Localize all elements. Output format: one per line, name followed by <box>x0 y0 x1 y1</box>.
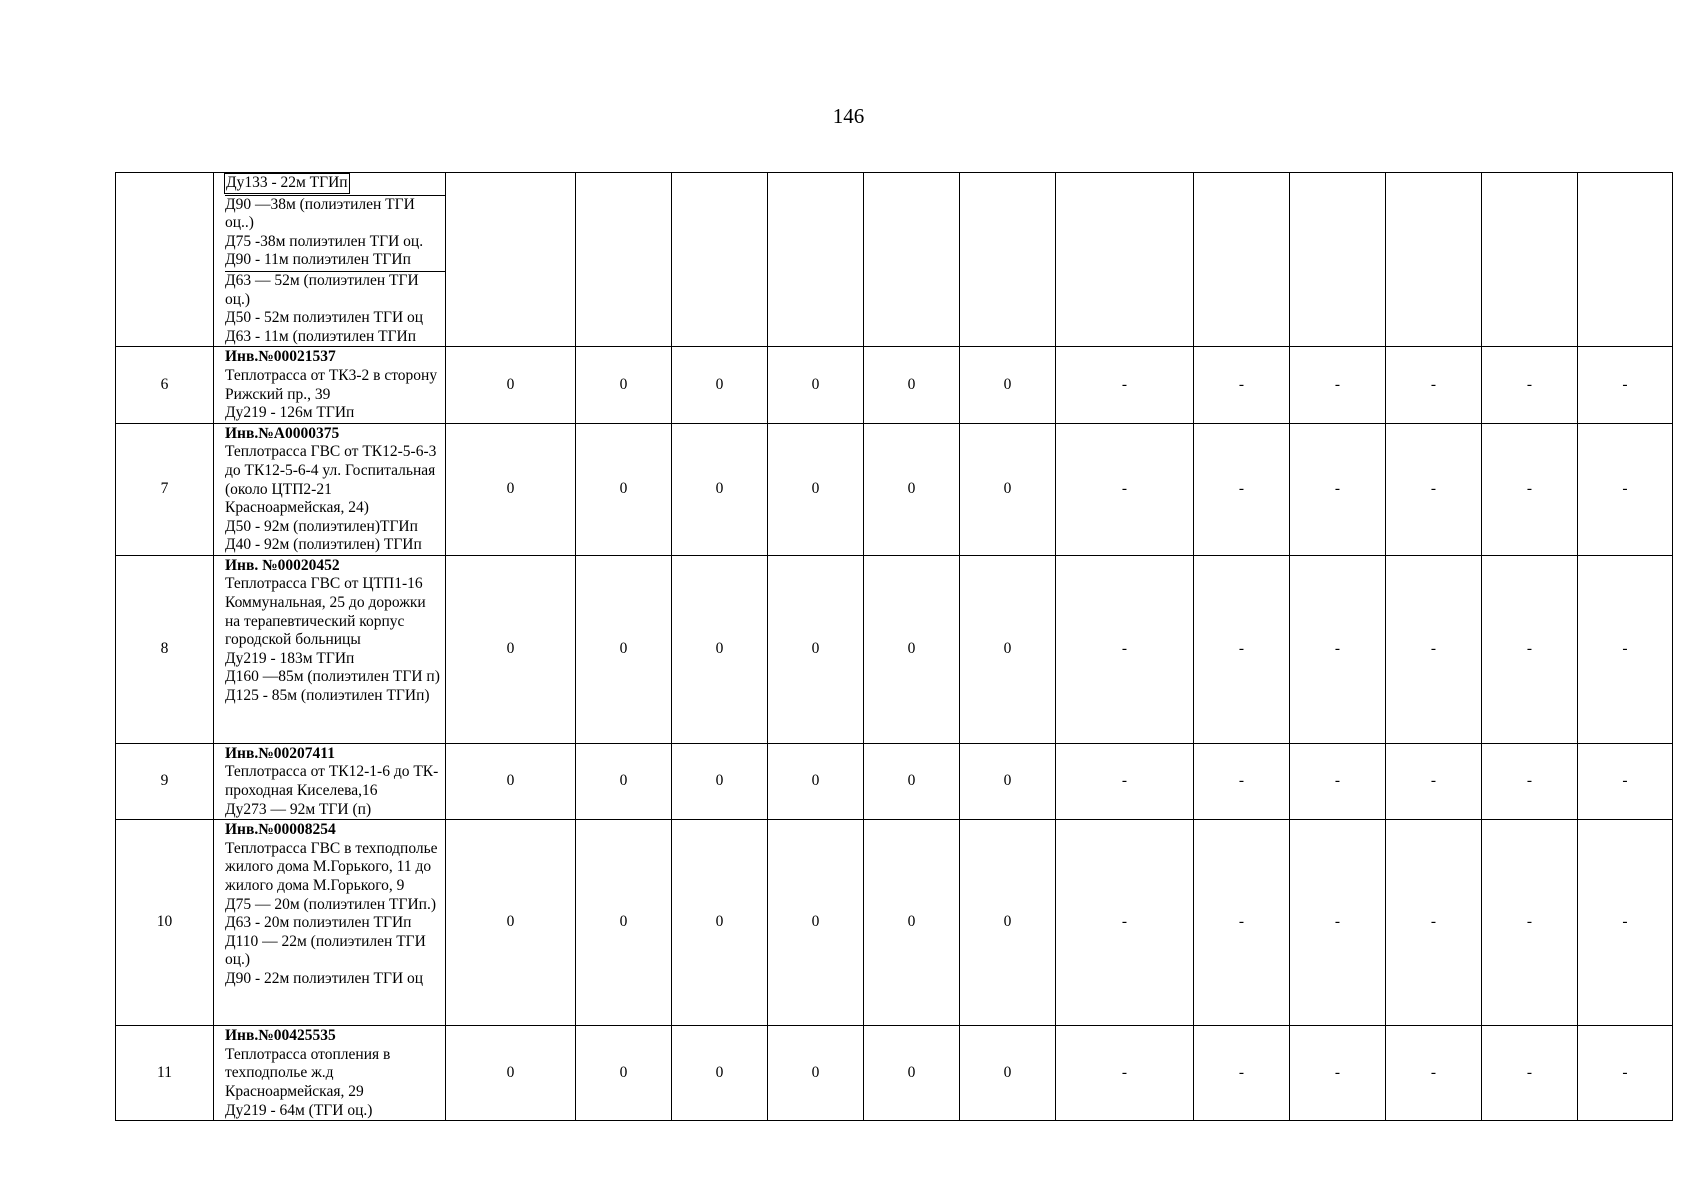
value-cell: - <box>1290 423 1386 555</box>
value-cell: - <box>1578 743 1673 819</box>
value-cell: - <box>1194 347 1290 423</box>
value-cell: 0 <box>768 743 864 819</box>
value-cell: 0 <box>576 423 672 555</box>
value-cell: 0 <box>576 555 672 743</box>
description-cell <box>214 173 446 347</box>
value-cell <box>1578 173 1673 347</box>
description-cell <box>214 1026 446 1121</box>
description-line: Д110 — 22м (полиэтилен ТГИ оц.) <box>225 932 426 969</box>
value-cell: 0 <box>672 1026 768 1121</box>
table-row <box>116 555 1673 743</box>
description-cell <box>214 423 446 555</box>
inventory-number: Инв.№00021537 <box>225 348 336 366</box>
value-cell <box>1194 173 1290 347</box>
value-cell: - <box>1578 555 1673 743</box>
value-cell: - <box>1386 555 1482 743</box>
value-cell: 0 <box>446 555 576 743</box>
description-line: Теплотрасса ГВС от ТК12-5-6-3 до ТК12-5-6-4 ул. Госпитальная (около ЦТП2-21 Красноармейская, 24) <box>225 443 437 517</box>
value-cell: 0 <box>672 743 768 819</box>
inventory-number: Инв.№00425535 <box>225 1027 336 1045</box>
value-cell: - <box>1482 423 1578 555</box>
value-cell: 0 <box>864 423 960 555</box>
table-row <box>116 743 1673 819</box>
value-cell <box>576 173 672 347</box>
value-cell: - <box>1290 555 1386 743</box>
row-number-cell: 9 <box>116 743 214 819</box>
value-cell <box>1056 173 1194 347</box>
pipe-segment-1 <box>225 173 445 196</box>
description-line: Д40 - 92м (полиэтилен) ТГИп <box>225 536 422 554</box>
value-cell: - <box>1056 347 1194 423</box>
value-cell: 0 <box>864 743 960 819</box>
pipe-segment-line: Ду133 - 22м ТГИп <box>224 173 350 194</box>
page-number: 146 <box>832 104 865 128</box>
description-line: Теплотрасса отопления в техподполье ж.д Красноармейская, 29 <box>225 1045 391 1101</box>
inventory-number: Инв.№00008254 <box>225 821 336 839</box>
value-cell: 0 <box>864 555 960 743</box>
row-number-cell: 7 <box>116 423 214 555</box>
pipe-segment-line: Д63 — 52м (полиэтилен ТГИ оц.) <box>225 271 419 308</box>
value-cell: 0 <box>864 347 960 423</box>
row-number-cell: 11 <box>116 1026 214 1121</box>
row-number-cell: 10 <box>116 820 214 1026</box>
table-row <box>116 1026 1673 1121</box>
row-number-cell: 6 <box>116 347 214 423</box>
row-number-cell: 8 <box>116 555 214 743</box>
value-cell: - <box>1578 1026 1673 1121</box>
description-line: Д125 - 85м (полиэтилен ТГИп) <box>225 687 430 705</box>
value-cell <box>1386 173 1482 347</box>
value-cell <box>672 173 768 347</box>
description-line: Теплотрасса ГВС в техподполье жилого дома М.Горького, 11 до жилого дома М.Горького, 9 <box>225 839 438 895</box>
value-cell: - <box>1056 423 1194 555</box>
value-cell: - <box>1578 423 1673 555</box>
heat-network-table <box>115 172 1673 1121</box>
value-cell: - <box>1194 820 1290 1026</box>
table-row <box>116 820 1673 1026</box>
value-cell: 0 <box>960 1026 1056 1121</box>
value-cell: - <box>1578 820 1673 1026</box>
value-cell: 0 <box>446 347 576 423</box>
value-cell: - <box>1194 743 1290 819</box>
description-line: Д90 - 22м полиэтилен ТГИ оц <box>225 970 424 987</box>
value-cell: 0 <box>768 555 864 743</box>
pipe-segment-line: Д90 —38м (полиэтилен ТГИ оц..) <box>225 195 415 232</box>
value-cell: 0 <box>576 820 672 1026</box>
description-line: Ду219 - 126м ТГИп <box>225 404 355 422</box>
table-row-continuation <box>116 173 1673 347</box>
value-cell: - <box>1194 1026 1290 1121</box>
value-cell <box>1482 173 1578 347</box>
value-cell: - <box>1290 347 1386 423</box>
value-cell: 0 <box>960 423 1056 555</box>
value-cell: - <box>1056 555 1194 743</box>
description-line: Д160 —85м (полиэтилен ТГИ п) <box>225 668 440 686</box>
value-cell: - <box>1056 820 1194 1026</box>
value-cell: 0 <box>864 820 960 1026</box>
inventory-number: Инв.№А0000375 <box>225 424 340 442</box>
value-cell: 0 <box>576 743 672 819</box>
pipe-segment-2 <box>225 196 445 272</box>
value-cell: 0 <box>446 743 576 819</box>
inventory-number: Инв.№00207411 <box>225 744 335 762</box>
value-cell: - <box>1056 743 1194 819</box>
value-cell: - <box>1386 743 1482 819</box>
value-cell: 0 <box>960 555 1056 743</box>
value-cell: 0 <box>864 1026 960 1121</box>
value-cell <box>768 173 864 347</box>
value-cell: - <box>1482 347 1578 423</box>
value-cell: 0 <box>446 820 576 1026</box>
pipe-segment-line: Д50 - 52м полиэтилен ТГИ оц <box>225 309 424 327</box>
value-cell: 0 <box>576 347 672 423</box>
value-cell <box>960 173 1056 347</box>
inventory-number: Инв. №00020452 <box>225 556 340 574</box>
description-cell <box>214 820 446 1026</box>
value-cell: 0 <box>672 820 768 1026</box>
value-cell: - <box>1194 423 1290 555</box>
description-line: Ду219 - 64м (ТГИ оц.) <box>225 1101 373 1119</box>
description-line: Д75 — 20м (полиэтилен ТГИп.) <box>225 895 436 913</box>
value-cell: - <box>1386 820 1482 1026</box>
table-body <box>116 173 1673 1121</box>
value-cell: 0 <box>446 1026 576 1121</box>
value-cell: - <box>1578 347 1673 423</box>
pipe-segment-line: Д75 -38м полиэтилен ТГИ оц. <box>225 232 424 250</box>
value-cell: 0 <box>960 820 1056 1026</box>
value-cell: 0 <box>446 423 576 555</box>
value-cell: - <box>1386 1026 1482 1121</box>
value-cell <box>1290 173 1386 347</box>
value-cell <box>446 173 576 347</box>
description-cell <box>214 743 446 819</box>
value-cell: 0 <box>672 423 768 555</box>
value-cell: - <box>1290 1026 1386 1121</box>
description-line: Теплотрасса от ТК3-2 в сторону Рижский пр., 39 <box>225 366 438 403</box>
value-cell: 0 <box>672 555 768 743</box>
value-cell: - <box>1194 555 1290 743</box>
pipe-segment-line: Д63 - 11м (полиэтилен ТГИп <box>225 327 417 345</box>
value-cell: 0 <box>768 1026 864 1121</box>
value-cell: - <box>1482 1026 1578 1121</box>
value-cell: 0 <box>960 743 1056 819</box>
value-cell: 0 <box>672 347 768 423</box>
value-cell: - <box>1482 555 1578 743</box>
description-line: Ду273 — 92м ТГИ (п) <box>225 800 372 818</box>
value-cell: - <box>1290 743 1386 819</box>
pipe-segment-line: Д90 - 11м полиэтилен ТГИп <box>225 251 411 269</box>
value-cell: - <box>1386 423 1482 555</box>
value-cell: 0 <box>768 820 864 1026</box>
value-cell: 0 <box>768 347 864 423</box>
value-cell: - <box>1482 743 1578 819</box>
value-cell: - <box>1482 820 1578 1026</box>
description-cell <box>214 555 446 743</box>
description-line: Ду219 - 183м ТГИп <box>225 649 355 667</box>
value-cell <box>864 173 960 347</box>
value-cell: - <box>1290 820 1386 1026</box>
description-line: Теплотрасса ГВС от ЦТП1-16 Коммунальная, 25 до дорожки на терапевтический корпус городской больницы <box>225 575 426 649</box>
description-line: Д50 - 92м (полиэтилен)ТГИп <box>225 517 418 535</box>
row-number-cell <box>116 173 214 347</box>
value-cell: 0 <box>768 423 864 555</box>
value-cell: - <box>1056 1026 1194 1121</box>
table-row <box>116 347 1673 423</box>
value-cell: 0 <box>960 347 1056 423</box>
table-row <box>116 423 1673 555</box>
value-cell: 0 <box>576 1026 672 1121</box>
value-cell: - <box>1386 347 1482 423</box>
description-cell <box>214 347 446 423</box>
description-line: Д63 - 20м полиэтилен ТГИп <box>225 914 412 932</box>
pipe-segment-3 <box>225 272 441 346</box>
description-line: Теплотрасса от ТК12-1-6 до ТК-проходная Киселева,16 <box>225 763 439 800</box>
